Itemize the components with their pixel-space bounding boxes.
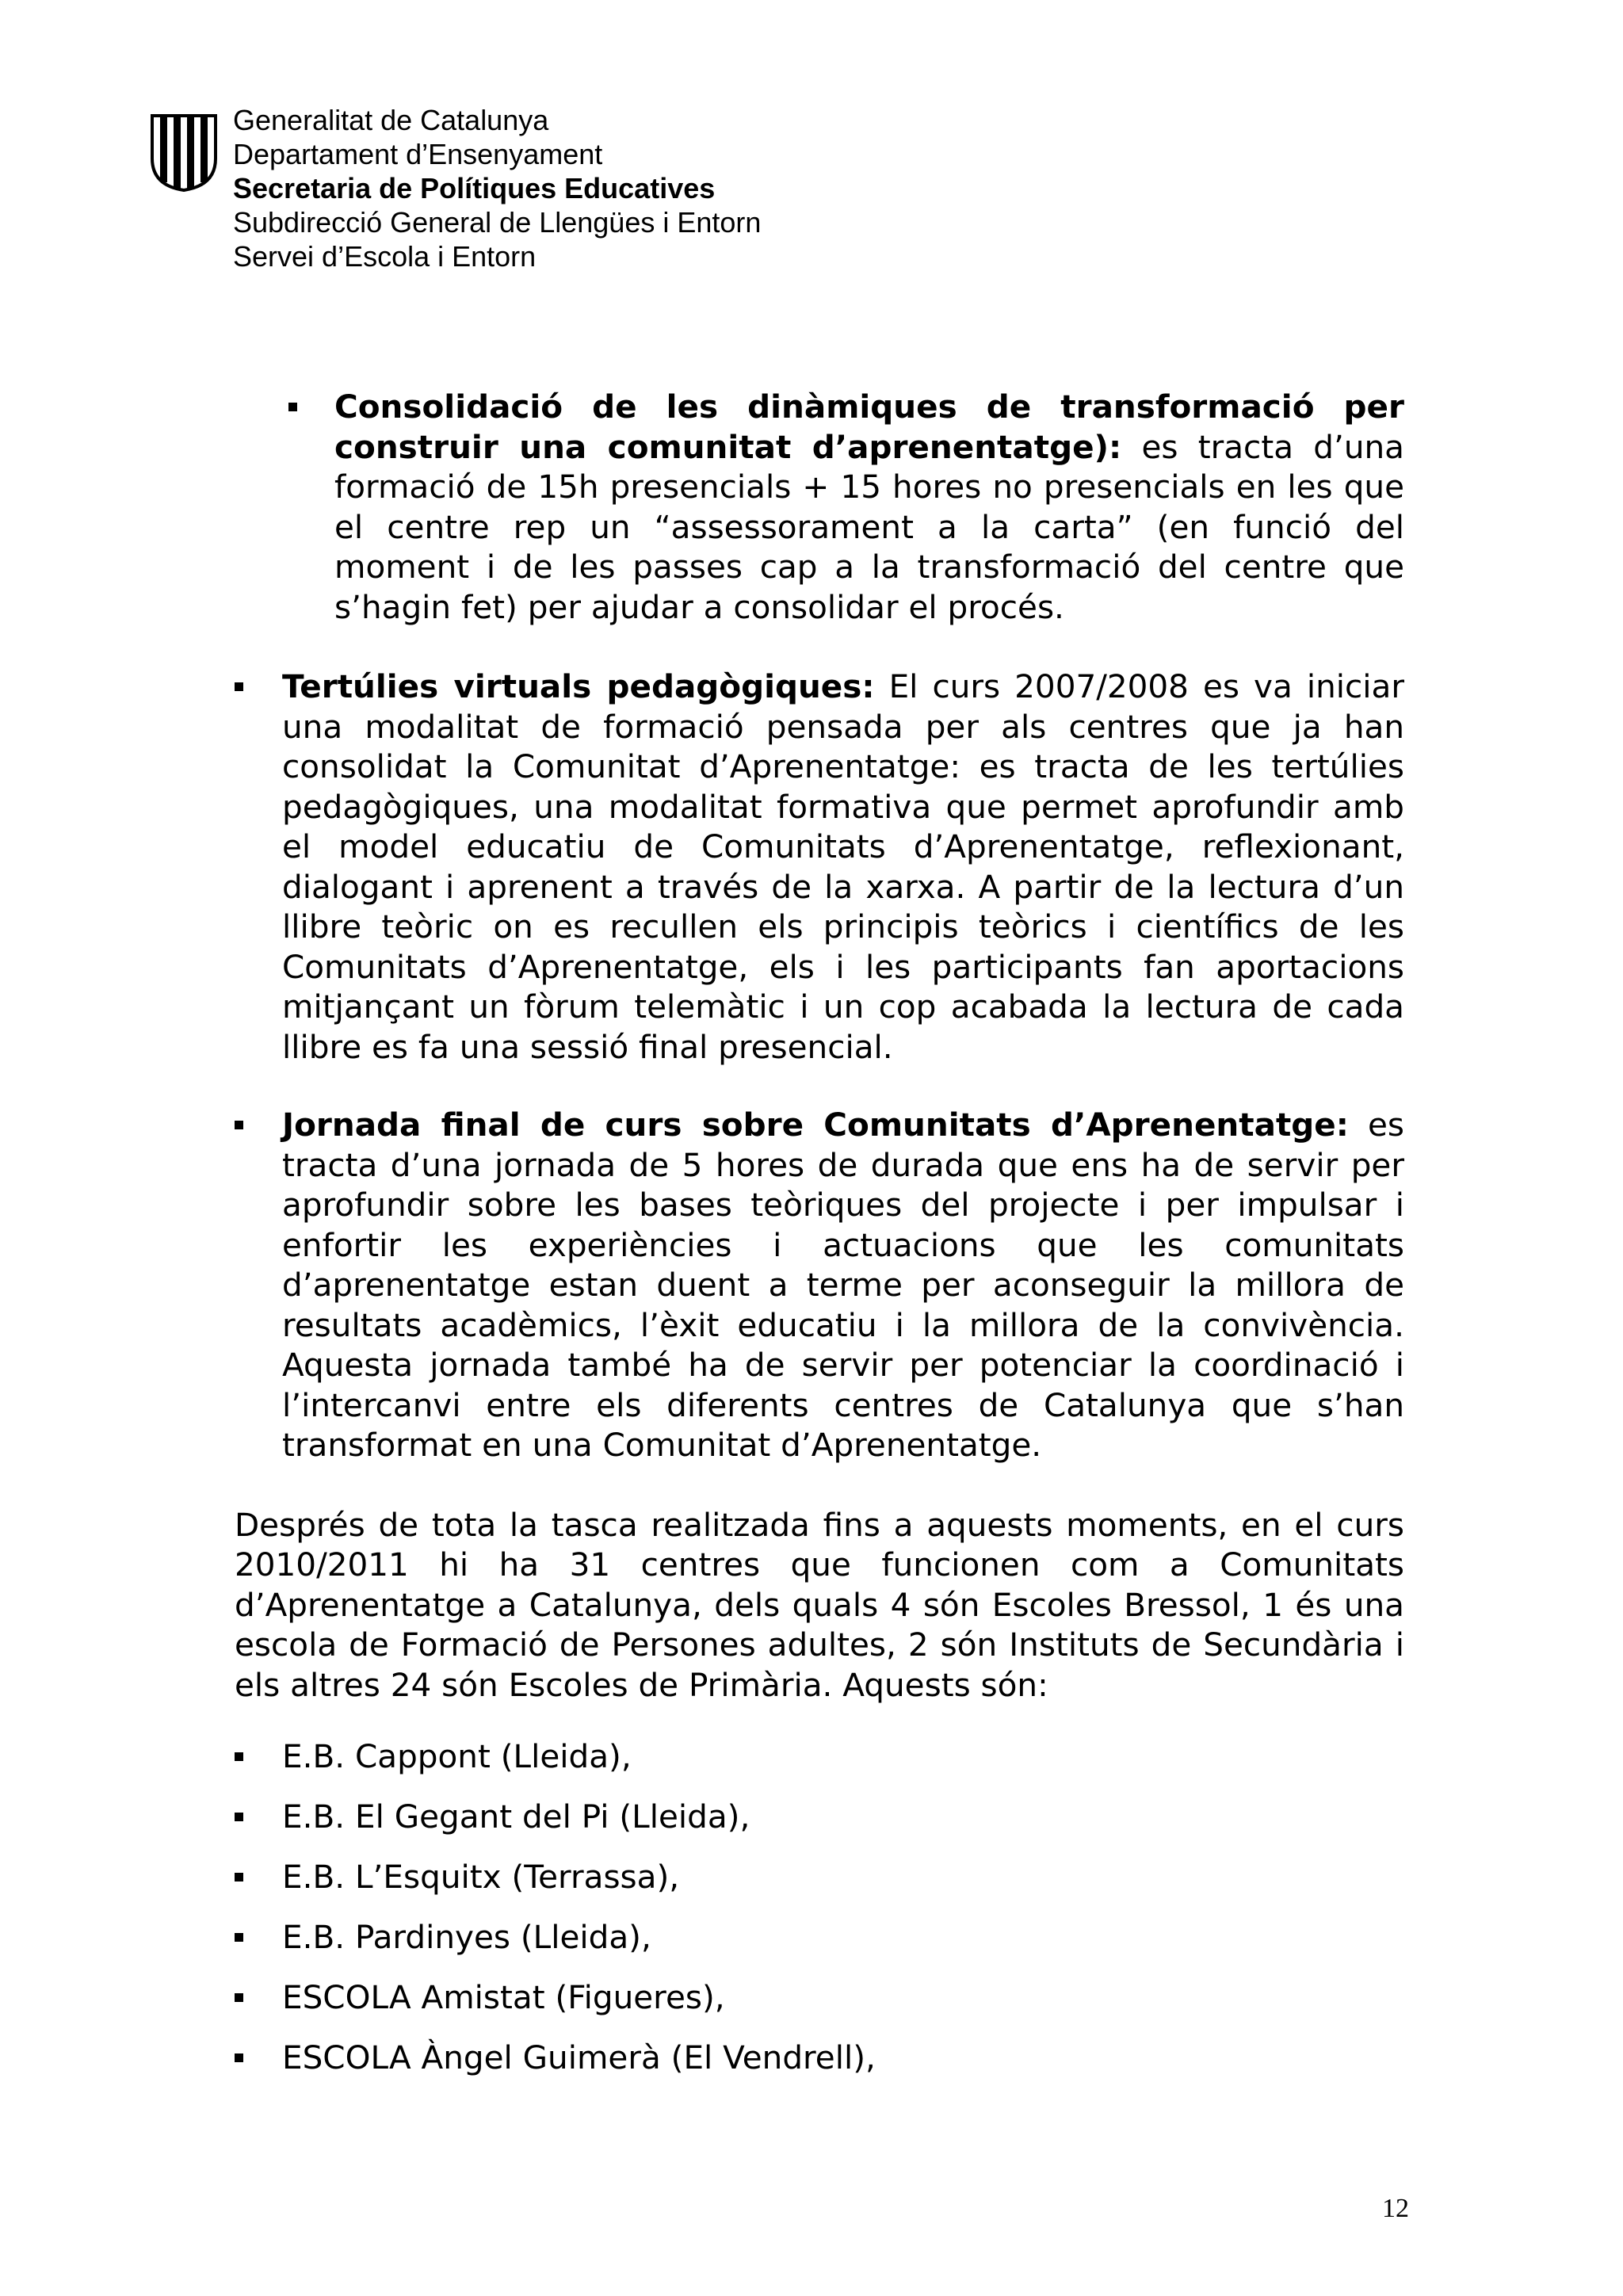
list-item xyxy=(282,1857,1404,1897)
letterhead-line-2: Departament d’Ensenyament xyxy=(233,138,603,170)
generalitat-logo-icon xyxy=(147,109,220,192)
item-lead: Jornada final de curs sobre Comunitats d’Aprenentatge: xyxy=(282,1106,1349,1144)
document-body xyxy=(235,387,1404,2098)
letterhead-line-4: Subdirecció General de Llengües i Entorn xyxy=(233,206,762,239)
list-item xyxy=(282,1736,1404,1776)
bullet-icon xyxy=(235,2053,243,2062)
centre-name: E.B. El Gegant del Pi (Lleida), xyxy=(282,1797,750,1836)
letterhead-line-5: Servei d’Escola i Entorn xyxy=(233,240,537,273)
bullet-item-jornada xyxy=(282,1105,1404,1465)
centres-list xyxy=(235,1736,1404,2077)
bullet-icon xyxy=(235,1993,243,2002)
bullet-icon xyxy=(235,1933,243,1942)
centre-name: ESCOLA Àngel Guimerà (El Vendrell), xyxy=(282,2038,876,2076)
item-body: es tracta d’una jornada de 5 hores de durada que ens ha de servir per aprofundir sobre les bases teòriques del projecte i per impulsar i enfortir les experiències i actuacions que les comunitats d’aprenentatge estan duent a terme per aconseguir la millora de resultats acadèmics, l’èxit educatiu i la millora de la convivència. Aquesta jornada també ha de servir per potenciar la coordinació i l’intercanvi entre els diferents centres de Catalunya que s’han transformat en una Comunitat d’Aprenentatge. xyxy=(282,1106,1404,1464)
summary-paragraph: Després de tota la tasca realitzada fins a aquests moments, en el curs 2010/2011 hi ha 31 centres que funcionen com a Comunitats d’Aprenentatge a Catalunya, dels quals 4 són Escoles Bressol, 1 és una escola de Formació de Persones adultes, 2 són Instituts de Secundària i els altres 24 són Escoles de Primària. Aquests són: xyxy=(235,1505,1404,1704)
page-number: 12 xyxy=(1382,2194,1409,2223)
bullet-item-consolidation xyxy=(334,387,1404,627)
bullet-icon xyxy=(235,1873,243,1881)
centre-name: E.B. Pardinyes (Lleida), xyxy=(282,1918,651,1956)
item-lead: Consolidació de les dinàmiques de transformació per construir una comunitat d’aprenentatge): xyxy=(334,388,1404,466)
bullet-icon xyxy=(235,1813,243,1821)
letterhead-line-3: Secretaria de Polítiques Educatives xyxy=(233,172,716,204)
bullet-icon xyxy=(235,1752,243,1761)
centre-name: ESCOLA Amistat (Figueres), xyxy=(282,1978,725,2016)
bullet-icon xyxy=(235,682,243,691)
bullet-icon xyxy=(235,1121,243,1129)
item-lead: Tertúlies virtuals pedagògiques: xyxy=(282,667,875,705)
list-item xyxy=(282,1917,1404,1957)
item-body: es tracta d’una formació de 15h presencials + 15 hores no presencials en les que el centre rep un “assessorament a la carta” (en funció del moment i de les passes cap a la transformació del centre que s’hagin fet) per ajudar a consolidar el procés. xyxy=(334,427,1404,626)
list-item xyxy=(282,1797,1404,1836)
item-body: El curs 2007/2008 es va iniciar una modalitat de formació pensada per als centres que ja han consolidat la Comunitat d’Aprenentatge: es tracta de les tertúlies pedagògiques, una modalitat formativa que permet aprofundir amb el model educatiu de Comunitats d’Aprenentatge, reflexionant, dialogant i aprenent a través de la xarxa. A partir de la lectura d’un llibre teòric on es recullen els principis teòrics i científics de les Comunitats d’Aprenentatge, els i les participants fan aportacions mitjançant un fòrum telemàtic i un cop acabada la lectura de cada llibre es fa una sessió final presencial. xyxy=(282,667,1404,1066)
centre-name: E.B. L’Esquitx (Terrassa), xyxy=(282,1858,680,1896)
bullet-icon xyxy=(288,403,297,411)
bullet-item-tertulies xyxy=(282,667,1404,1067)
centre-name: E.B. Cappont (Lleida), xyxy=(282,1737,632,1775)
list-item xyxy=(282,2038,1404,2077)
letterhead-line-1: Generalitat de Catalunya xyxy=(233,104,549,136)
list-item xyxy=(282,1977,1404,2017)
